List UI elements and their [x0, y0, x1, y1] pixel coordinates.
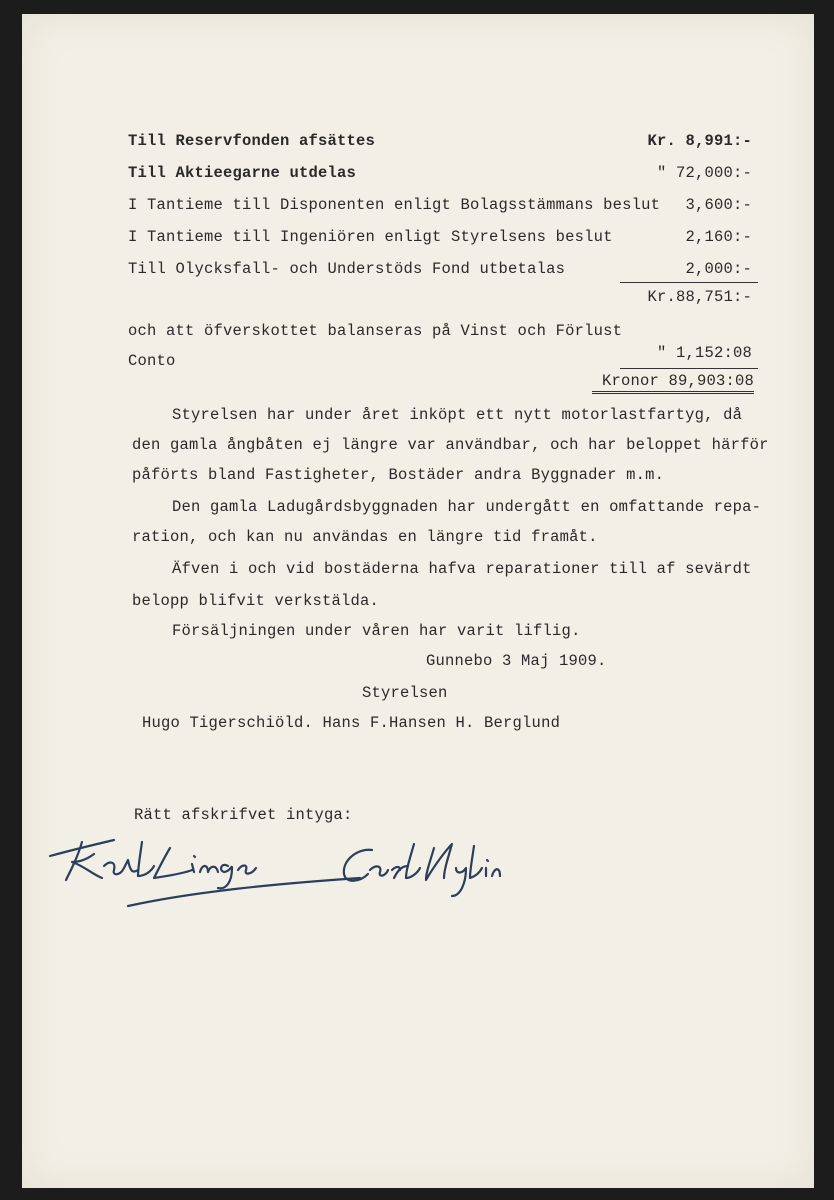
total-rule-top	[620, 368, 758, 369]
board-heading: Styrelsen	[362, 684, 448, 702]
signature-underline	[128, 878, 360, 906]
row-tantieme-disponent-label: I Tantieme till Disponenten enligt Bolagsstämmans beslut	[128, 196, 661, 214]
para3-line1: Äfven i och vid bostäderna hafva reparationer till af sevärdt	[172, 560, 752, 578]
row-tantieme-ingenior-label: I Tantieme till Ingeniören enligt Styrelsens beslut	[128, 228, 613, 246]
board-names: Hugo Tigerschiöld. Hans F.Hansen H. Berglund	[142, 714, 561, 732]
handwritten-signatures	[42, 826, 502, 916]
overskott-line-2: Conto	[128, 352, 176, 370]
para3-line2: belopp blifvit verkstälda.	[132, 592, 380, 610]
row-tantieme-ingenior-amount: 2,160:-	[685, 228, 752, 246]
place-date: Gunnebo 3 Maj 1909.	[426, 652, 607, 670]
overskott-line-1: och att öfverskottet balanseras på Vinst och Förlust	[128, 322, 623, 340]
para1-line3: påförts bland Fastigheter, Bostäder andra Byggnader m.m.	[132, 466, 665, 484]
overskott-amount: " 1,152:08	[656, 344, 752, 362]
subtotal-amount: Kr.88,751:-	[647, 288, 752, 306]
certification-text: Rätt afskrifvet intyga:	[134, 806, 353, 824]
para1-line1: Styrelsen har under året inköpt ett nytt motorlastfartyg, då	[172, 406, 743, 424]
row-tantieme-disponent-amount: 3,600:-	[685, 196, 752, 214]
row-aktieegarne-amount: " 72,000:-	[656, 164, 752, 182]
row-aktieegarne-label: Till Aktieegarne utdelas	[128, 164, 357, 182]
para1-line2: den gamla ångbåten ej längre var användbar, och har beloppet härför	[132, 436, 769, 454]
para2-line1: Den gamla Ladugårdsbyggnaden har undergått en omfattande repa-	[172, 498, 762, 516]
subtotal-rule	[620, 282, 758, 283]
row-olycksfall-label: Till Olycksfall- och Understöds Fond utbetalas	[128, 260, 566, 278]
row-olycksfall-amount: 2,000:-	[685, 260, 752, 278]
row-reservfonden-amount: Kr. 8,991:-	[647, 132, 752, 150]
document-page	[22, 14, 814, 1188]
para2-line2: ration, och kan nu användas en längre tid framåt.	[132, 528, 598, 546]
row-reservfonden-label: Till Reservfonden afsättes	[128, 132, 376, 150]
para4-line1: Försäljningen under våren har varit liflig.	[172, 622, 581, 640]
total-amount: Kronor 89,903:08	[592, 372, 754, 394]
